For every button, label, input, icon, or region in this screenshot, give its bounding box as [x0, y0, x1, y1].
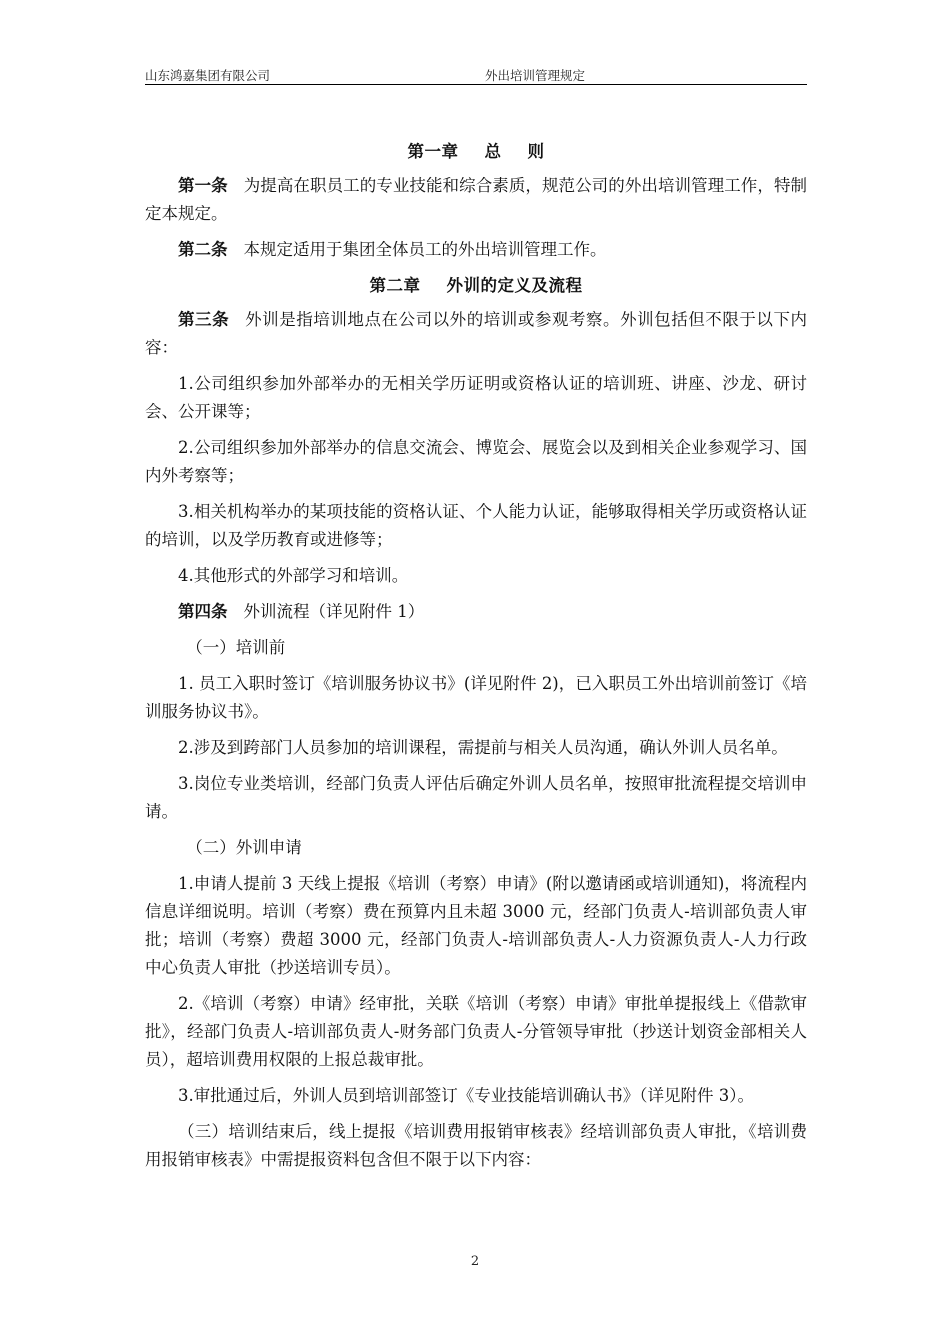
section-1-item-3: 3.岗位专业类培训，经部门负责人评估后确定外训人员名单，按照审批流程提交培训申请。	[145, 774, 807, 821]
page-number: 2	[470, 1254, 480, 1269]
article-4-label: 第四条	[178, 602, 228, 621]
chapter-1-title-part1: 总	[484, 142, 502, 161]
article-3-item-1: 1.公司组织参加外部举办的无相关学历证明或资格认证的培训班、讲座、沙龙、研讨会、公开课等；	[145, 374, 807, 421]
section-2-title: （二）外训申请	[186, 838, 302, 857]
company-name: 山东鸿嘉集团有限公司	[145, 68, 271, 83]
chapter-2-heading	[145, 272, 807, 300]
section-1-item-1: 1. 员工入职时签订《培训服务协议书》(详见附件 2)，已入职员工外出培训前签订《培训服务协议书》。	[145, 674, 807, 721]
article-2-text: 本规定适用于集团全体员工的外出培训管理工作。	[243, 240, 607, 259]
article-3	[145, 306, 807, 362]
chapter-1-title-part2: 则	[527, 142, 545, 161]
section-3-text: （三）培训结束后，线上提报《培训费用报销审核表》经培训部负责人审批，《培训费用报销审核表》中需提报资料包含但不限于以下内容：	[145, 1122, 807, 1169]
page-header	[145, 64, 807, 85]
article-2-label: 第二条	[178, 240, 228, 259]
article-2	[145, 236, 807, 264]
chapter-1-number: 第一章	[407, 142, 459, 161]
article-3-label: 第三条	[178, 310, 230, 329]
chapter-2-title: 外训的定义及流程	[446, 276, 583, 295]
section-2-item-1: 1.申请人提前 3 天线上提报《培训（考察）申请》(附以邀请函或培训通知)，将流程内信息详细说明。培训（考察）费在预算内且未超 3000 元，经部门负责人-培训部负责人审批；培训（考察）费超 3000 元，经部门负责人-培训部负责人-人力资源负责人-人力行政中心负责人审批（抄送培训专员）。	[145, 874, 807, 977]
section-2-item-3: 3.审批通过后，外训人员到培训部签订《专业技能培训确认书》（详见附件 3）。	[178, 1086, 754, 1105]
chapter-1-heading	[145, 138, 807, 166]
article-1-text: 为提高在职员工的专业技能和综合素质，规范公司的外出培训管理工作，特制定本规定。	[145, 176, 808, 223]
article-3-item-2: 2.公司组织参加外部举办的信息交流会、博览会、展览会以及到相关企业参观学习、国内外考察等；	[145, 438, 807, 485]
section-1-title: （一）培训前	[186, 638, 286, 657]
article-1	[145, 172, 807, 228]
section-2-item-2: 2.《培训（考察）申请》经审批，关联《培训（考察）申请》审批单提报线上《借款审批》，经部门负责人-培训部负责人-财务部门负责人-分管领导审批（抄送计划资金部相关人员），超培训费用权限的上报总裁审批。	[145, 994, 807, 1069]
article-3-text: 外训是指培训地点在公司以外的培训或参观考察。外训包括但不限于以下内容：	[145, 310, 808, 357]
article-3-item-3: 3.相关机构举办的某项技能的资格认证、个人能力认证，能够取得相关学历或资格认证的培训，以及学历教育或进修等；	[145, 502, 807, 549]
article-4-text: 外训流程（详见附件 1）	[243, 602, 425, 621]
article-3-item-4: 4.其他形式的外部学习和培训。	[178, 566, 409, 585]
document-title: 外出培训管理规定	[485, 68, 586, 83]
section-1-item-2: 2.涉及到跨部门人员参加的培训课程，需提前与相关人员沟通，确认外训人员名单。	[178, 738, 788, 757]
document-body	[145, 138, 807, 1182]
article-4	[145, 598, 807, 626]
chapter-2-number: 第二章	[369, 276, 421, 295]
article-1-label: 第一条	[178, 176, 228, 195]
